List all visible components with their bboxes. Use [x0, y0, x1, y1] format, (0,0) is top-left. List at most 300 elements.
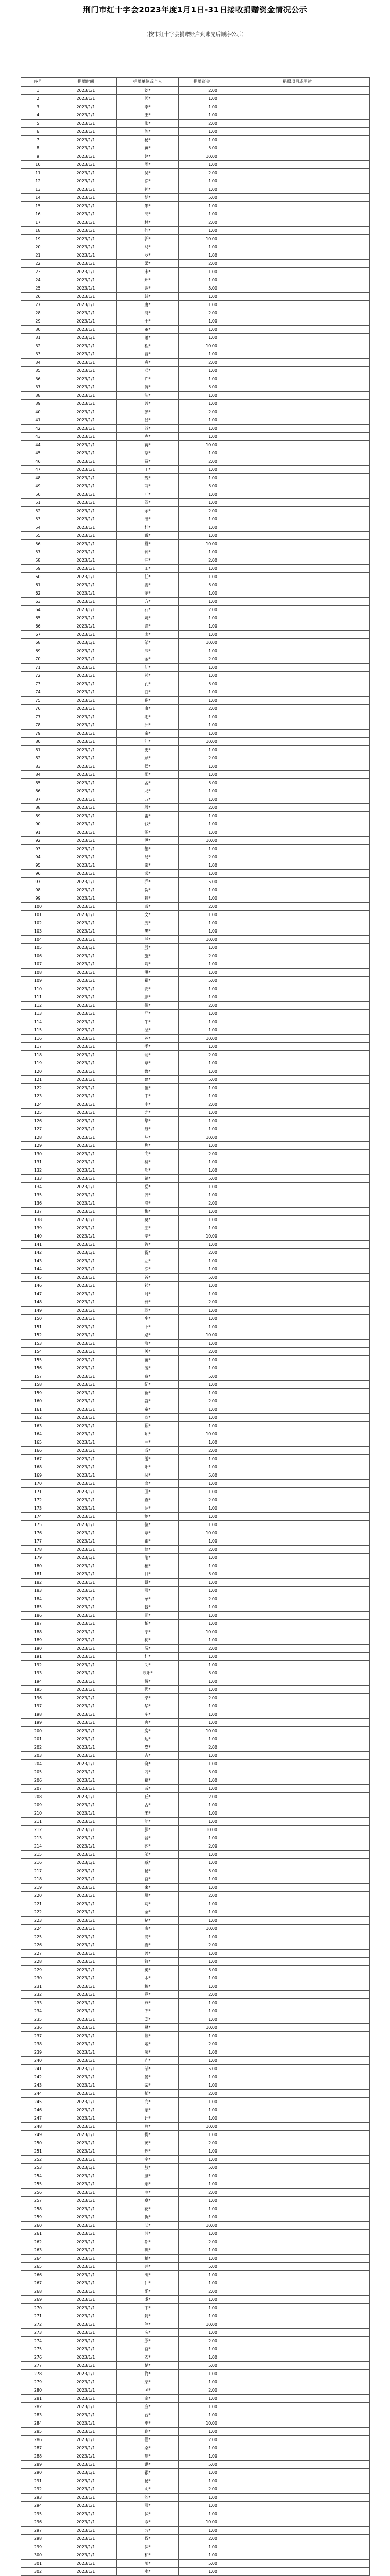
- table-row: [21, 1892, 370, 1900]
- cell-donor: 路*: [117, 1175, 179, 1183]
- cell-donor: 冀*: [117, 2024, 179, 2032]
- cell-index: 301: [21, 2560, 55, 2568]
- cell-index: 302: [21, 2568, 55, 2576]
- table-row: [21, 301, 370, 309]
- cell-date: 2023/1/1: [55, 1809, 117, 1818]
- cell-purpose: [225, 2428, 370, 2436]
- cell-donor: 苟*: [117, 1900, 179, 1908]
- cell-date: 2023/1/1: [55, 944, 117, 952]
- cell-donor: 方*: [117, 598, 179, 606]
- cell-purpose: [225, 1801, 370, 1809]
- cell-date: 2023/1/1: [55, 227, 117, 235]
- cell-index: 216: [21, 1859, 55, 1867]
- cell-index: 16: [21, 210, 55, 218]
- cell-date: 2023/1/1: [55, 2378, 117, 2386]
- cell-index: 156: [21, 1364, 55, 1372]
- table-row: [21, 812, 370, 820]
- cell-purpose: [225, 540, 370, 548]
- cell-donor: 沈*: [117, 392, 179, 400]
- cell-purpose: [225, 1076, 370, 1084]
- cell-donor: 庄*: [117, 1224, 179, 1232]
- cell-index: 63: [21, 598, 55, 606]
- cell-purpose: [225, 804, 370, 812]
- cell-date: 2023/1/1: [55, 87, 117, 95]
- cell-amount: 1.00: [179, 894, 225, 903]
- cell-donor: 宫*: [117, 1875, 179, 1884]
- table-row: [21, 350, 370, 359]
- cell-date: 2023/1/1: [55, 1677, 117, 1686]
- table-row: [21, 2090, 370, 2098]
- cell-donor: 仲*: [117, 2279, 179, 2287]
- cell-index: 117: [21, 1043, 55, 1051]
- cell-date: 2023/1/1: [55, 977, 117, 985]
- table-row: [21, 1298, 370, 1307]
- cell-date: 2023/1/1: [55, 1175, 117, 1183]
- cell-purpose: [225, 1422, 370, 1430]
- cell-amount: 1.00: [179, 1950, 225, 1958]
- cell-amount: 2.00: [179, 1546, 225, 1554]
- table-row: [21, 1340, 370, 1348]
- table-row: [21, 1208, 370, 1216]
- cell-purpose: [225, 111, 370, 120]
- table-row: [21, 861, 370, 870]
- cell-purpose: [225, 919, 370, 927]
- cell-date: 2023/1/1: [55, 1875, 117, 1884]
- table-row: [21, 1826, 370, 1834]
- cell-date: 2023/1/1: [55, 1925, 117, 1933]
- cell-donor: 郭*: [117, 95, 179, 103]
- cell-purpose: [225, 284, 370, 293]
- cell-date: 2023/1/1: [55, 1562, 117, 1570]
- cell-purpose: [225, 474, 370, 482]
- cell-donor: 曲*: [117, 1438, 179, 1447]
- cell-purpose: [225, 2560, 370, 2568]
- table-row: [21, 903, 370, 911]
- cell-donor: 颜*: [117, 993, 179, 1002]
- cell-donor: 曹*: [117, 350, 179, 359]
- table-row: [21, 152, 370, 161]
- cell-date: 2023/1/1: [55, 2411, 117, 2419]
- cell-donor: 饶*: [117, 1760, 179, 1768]
- cell-date: 2023/1/1: [55, 2477, 117, 2485]
- cell-date: 2023/1/1: [55, 1274, 117, 1282]
- cell-date: 2023/1/1: [55, 1521, 117, 1529]
- cell-purpose: [225, 2057, 370, 2065]
- cell-donor: 齐*: [117, 1191, 179, 1199]
- cell-amount: 1.00: [179, 1801, 225, 1809]
- cell-donor: 祁*: [117, 1282, 179, 1290]
- cell-date: 2023/1/1: [55, 738, 117, 746]
- cell-index: 178: [21, 1546, 55, 1554]
- cell-date: 2023/1/1: [55, 144, 117, 152]
- cell-purpose: [225, 721, 370, 730]
- cell-purpose: [225, 1249, 370, 1257]
- cell-date: 2023/1/1: [55, 631, 117, 639]
- cell-purpose: [225, 2213, 370, 2222]
- cell-donor: 滕*: [117, 1826, 179, 1834]
- cell-index: 92: [21, 837, 55, 845]
- cell-donor: 单*: [117, 1595, 179, 1603]
- table-row: [21, 2436, 370, 2444]
- cell-amount: 1.00: [179, 1422, 225, 1430]
- cell-purpose: [225, 144, 370, 152]
- cell-date: 2023/1/1: [55, 828, 117, 837]
- cell-date: 2023/1/1: [55, 1694, 117, 1702]
- cell-amount: 10.00: [179, 837, 225, 845]
- cell-index: 240: [21, 2057, 55, 2065]
- cell-purpose: [225, 1232, 370, 1241]
- cell-amount: 1.00: [179, 1307, 225, 1315]
- table-row: [21, 1669, 370, 1677]
- cell-donor: 辛*: [117, 1232, 179, 1241]
- cell-date: 2023/1/1: [55, 425, 117, 433]
- table-row: [21, 2494, 370, 2502]
- table-row: [21, 128, 370, 136]
- cell-date: 2023/1/1: [55, 2452, 117, 2461]
- cell-index: 218: [21, 1875, 55, 1884]
- cell-date: 2023/1/1: [55, 111, 117, 120]
- cell-donor: 巩*: [117, 2246, 179, 2255]
- cell-purpose: [225, 1793, 370, 1801]
- table-row: [21, 680, 370, 688]
- table-row: [21, 1562, 370, 1570]
- cell-date: 2023/1/1: [55, 1067, 117, 1076]
- table-row: [21, 95, 370, 103]
- cell-donor: 井*: [117, 2263, 179, 2271]
- cell-donor: 褚*: [117, 1917, 179, 1925]
- cell-amount: 1.00: [179, 1603, 225, 1612]
- cell-purpose: [225, 1241, 370, 1249]
- cell-index: 230: [21, 1974, 55, 1982]
- cell-purpose: [225, 210, 370, 218]
- cell-index: 217: [21, 1867, 55, 1875]
- cell-donor: 明*: [117, 2485, 179, 2494]
- cell-index: 96: [21, 870, 55, 878]
- cell-purpose: [225, 2329, 370, 2337]
- cell-purpose: [225, 1340, 370, 1348]
- cell-date: 2023/1/1: [55, 565, 117, 573]
- cell-purpose: [225, 2337, 370, 2345]
- cell-date: 2023/1/1: [55, 1636, 117, 1645]
- cell-index: 276: [21, 2353, 55, 2362]
- cell-date: 2023/1/1: [55, 1834, 117, 1842]
- cell-index: 238: [21, 2040, 55, 2048]
- cell-index: 174: [21, 1513, 55, 1521]
- cell-amount: 1.00: [179, 2329, 225, 2337]
- table-row: [21, 1438, 370, 1447]
- table-row: [21, 2024, 370, 2032]
- cell-purpose: [225, 1290, 370, 1298]
- cell-purpose: [225, 680, 370, 688]
- cell-amount: 10.00: [179, 1727, 225, 1735]
- cell-donor: 栗*: [117, 2378, 179, 2386]
- cell-donor: 甄*: [117, 1422, 179, 1430]
- cell-amount: 1.00: [179, 812, 225, 820]
- cell-index: 50: [21, 490, 55, 499]
- cell-index: 5: [21, 120, 55, 128]
- cell-date: 2023/1/1: [55, 2222, 117, 2230]
- cell-date: 2023/1/1: [55, 1109, 117, 1117]
- cell-date: 2023/1/1: [55, 1933, 117, 1941]
- cell-donor: 童*: [117, 1405, 179, 1414]
- cell-donor: 鞠*: [117, 2428, 179, 2436]
- cell-donor: 官*: [117, 2345, 179, 2353]
- cell-amount: 1.00: [179, 762, 225, 771]
- cell-donor: 韩*: [117, 293, 179, 301]
- cell-purpose: [225, 1199, 370, 1208]
- table-row: [21, 2452, 370, 2461]
- cell-purpose: [225, 1933, 370, 1941]
- cell-purpose: [225, 2090, 370, 2098]
- cell-purpose: [225, 1546, 370, 1554]
- cell-purpose: [225, 1084, 370, 1092]
- cell-amount: 5.00: [179, 2164, 225, 2172]
- table-row: [21, 1842, 370, 1851]
- cell-index: 228: [21, 1958, 55, 1966]
- cell-donor: 安*: [117, 985, 179, 993]
- cell-donor: 和*: [117, 2551, 179, 2560]
- cell-date: 2023/1/1: [55, 1422, 117, 1430]
- cell-date: 2023/1/1: [55, 688, 117, 697]
- table-row: [21, 1768, 370, 1776]
- cell-date: 2023/1/1: [55, 1504, 117, 1513]
- cell-amount: 1.00: [179, 1859, 225, 1867]
- cell-date: 2023/1/1: [55, 1537, 117, 1546]
- cell-index: 64: [21, 606, 55, 614]
- cell-index: 120: [21, 1067, 55, 1076]
- cell-donor: 衣*: [117, 2353, 179, 2362]
- cell-index: 39: [21, 400, 55, 408]
- cell-donor: 莫*: [117, 1216, 179, 1224]
- cell-purpose: [225, 936, 370, 944]
- cell-amount: 10.00: [179, 1529, 225, 1537]
- table-row: [21, 342, 370, 350]
- cell-amount: 1.00: [179, 2469, 225, 2477]
- cell-donor: 吉*: [117, 1752, 179, 1760]
- cell-amount: 1.00: [179, 490, 225, 499]
- cell-purpose: [225, 1694, 370, 1702]
- cell-amount: 1.00: [179, 251, 225, 260]
- cell-purpose: [225, 1645, 370, 1653]
- cell-index: 71: [21, 664, 55, 672]
- table-row: [21, 383, 370, 392]
- cell-amount: 1.00: [179, 1999, 225, 2007]
- cell-amount: 1.00: [179, 350, 225, 359]
- cell-donor: 白*: [117, 688, 179, 697]
- cell-amount: 1.00: [179, 589, 225, 598]
- cell-index: 212: [21, 1826, 55, 1834]
- cell-donor: 梅*: [117, 1208, 179, 1216]
- table-row: [21, 1834, 370, 1842]
- cell-amount: 1.00: [179, 1059, 225, 1067]
- cell-purpose: [225, 1265, 370, 1274]
- cell-index: 265: [21, 2263, 55, 2271]
- cell-index: 147: [21, 1290, 55, 1298]
- cell-date: 2023/1/1: [55, 540, 117, 548]
- cell-amount: 1.00: [179, 2213, 225, 2222]
- cell-index: 270: [21, 2304, 55, 2312]
- cell-date: 2023/1/1: [55, 482, 117, 490]
- cell-date: 2023/1/1: [55, 433, 117, 441]
- cell-amount: 1.00: [179, 1735, 225, 1743]
- table-row: [21, 1628, 370, 1636]
- cell-purpose: [225, 218, 370, 227]
- cell-index: 57: [21, 548, 55, 556]
- cell-purpose: [225, 1315, 370, 1323]
- cell-amount: 2.00: [179, 1397, 225, 1405]
- cell-amount: 1.00: [179, 1026, 225, 1035]
- cell-date: 2023/1/1: [55, 2263, 117, 2271]
- cell-date: 2023/1/1: [55, 523, 117, 532]
- cell-index: 300: [21, 2551, 55, 2560]
- cell-index: 22: [21, 260, 55, 268]
- cell-date: 2023/1/1: [55, 2428, 117, 2436]
- cell-purpose: [225, 2015, 370, 2024]
- cell-amount: 1.00: [179, 177, 225, 185]
- cell-index: 14: [21, 194, 55, 202]
- cell-index: 215: [21, 1851, 55, 1859]
- cell-purpose: [225, 2271, 370, 2279]
- cell-donor: 邵*: [117, 771, 179, 779]
- table-row: [21, 853, 370, 861]
- cell-index: 48: [21, 474, 55, 482]
- cell-index: 239: [21, 2048, 55, 2057]
- cell-purpose: [225, 779, 370, 787]
- cell-purpose: [225, 1109, 370, 1117]
- cell-purpose: [225, 400, 370, 408]
- cell-amount: 1.00: [179, 1043, 225, 1051]
- cell-donor: 喻*: [117, 2123, 179, 2131]
- table-row: [21, 960, 370, 969]
- cell-index: 203: [21, 1752, 55, 1760]
- cell-index: 297: [21, 2527, 55, 2535]
- cell-index: 141: [21, 1241, 55, 1249]
- table-row: [21, 1710, 370, 1719]
- cell-date: 2023/1/1: [55, 2197, 117, 2205]
- cell-purpose: [225, 1867, 370, 1875]
- cell-purpose: [225, 1570, 370, 1579]
- cell-amount: 1.00: [179, 499, 225, 507]
- cell-donor: 焦*: [117, 1142, 179, 1150]
- table-row: [21, 1537, 370, 1546]
- cell-index: 252: [21, 2156, 55, 2164]
- cell-date: 2023/1/1: [55, 1430, 117, 1438]
- cell-amount: 1.00: [179, 1752, 225, 1760]
- cell-donor: 畅*: [117, 1867, 179, 1875]
- cell-index: 166: [21, 1447, 55, 1455]
- table-row: [21, 523, 370, 532]
- cell-amount: 1.00: [179, 795, 225, 804]
- donation-table: [21, 77, 370, 2576]
- table-row: [21, 1958, 370, 1966]
- cell-date: 2023/1/1: [55, 1752, 117, 1760]
- table-row: [21, 1851, 370, 1859]
- cell-date: 2023/1/1: [55, 177, 117, 185]
- cell-date: 2023/1/1: [55, 870, 117, 878]
- cell-donor: 章*: [117, 1059, 179, 1067]
- cell-date: 2023/1/1: [55, 2518, 117, 2527]
- cell-amount: 1.00: [179, 2510, 225, 2518]
- cell-index: 264: [21, 2255, 55, 2263]
- cell-index: 211: [21, 1818, 55, 1826]
- cell-donor: 冼*: [117, 2329, 179, 2337]
- cell-date: 2023/1/1: [55, 1669, 117, 1677]
- cell-donor: 纪*: [117, 1381, 179, 1389]
- cell-purpose: [225, 1842, 370, 1851]
- cell-donor: 屈*: [117, 1504, 179, 1513]
- cell-amount: 1.00: [179, 1356, 225, 1364]
- cell-amount: 1.00: [179, 1438, 225, 1447]
- cell-date: 2023/1/1: [55, 721, 117, 730]
- cell-purpose: [225, 227, 370, 235]
- cell-date: 2023/1/1: [55, 1224, 117, 1232]
- table-row: [21, 1504, 370, 1513]
- cell-purpose: [225, 1372, 370, 1381]
- cell-date: 2023/1/1: [55, 1447, 117, 1455]
- cell-index: 186: [21, 1612, 55, 1620]
- table-row: [21, 705, 370, 713]
- table-row: [21, 1908, 370, 1917]
- cell-amount: 1.00: [179, 532, 225, 540]
- table-row: [21, 1801, 370, 1809]
- cell-date: 2023/1/1: [55, 960, 117, 969]
- cell-index: 53: [21, 515, 55, 523]
- cell-purpose: [225, 1661, 370, 1669]
- cell-donor: 穆*: [117, 1982, 179, 1991]
- cell-index: 46: [21, 457, 55, 466]
- cell-amount: 1.00: [179, 466, 225, 474]
- cell-amount: 1.00: [179, 185, 225, 194]
- table-row: [21, 573, 370, 581]
- cell-purpose: [225, 886, 370, 894]
- cell-purpose: [225, 359, 370, 367]
- cell-index: 47: [21, 466, 55, 474]
- header-amount: 捐赠资金: [179, 78, 225, 87]
- table-row: [21, 738, 370, 746]
- cell-date: 2023/1/1: [55, 136, 117, 144]
- cell-index: 226: [21, 1941, 55, 1950]
- table-row: [21, 1925, 370, 1933]
- cell-amount: 1.00: [179, 960, 225, 969]
- cell-date: 2023/1/1: [55, 1397, 117, 1405]
- cell-purpose: [225, 2279, 370, 2287]
- header-date: 捐赠时间: [55, 78, 117, 87]
- cell-purpose: [225, 2197, 370, 2205]
- cell-purpose: [225, 1628, 370, 1636]
- cell-date: 2023/1/1: [55, 1455, 117, 1463]
- table-row: [21, 631, 370, 639]
- cell-donor: 盛*: [117, 1397, 179, 1405]
- table-row: [21, 1612, 370, 1620]
- cell-purpose: [225, 1818, 370, 1826]
- table-row: [21, 1727, 370, 1735]
- cell-donor: 稽*: [117, 2255, 179, 2263]
- table-row: [21, 1430, 370, 1438]
- cell-index: 82: [21, 754, 55, 762]
- cell-amount: 1.00: [179, 1710, 225, 1719]
- cell-amount: 1.00: [179, 1340, 225, 1348]
- cell-purpose: [225, 2395, 370, 2403]
- cell-donor: 米*: [117, 1809, 179, 1818]
- cell-purpose: [225, 598, 370, 606]
- cell-index: 281: [21, 2395, 55, 2403]
- cell-amount: 1.00: [179, 1776, 225, 1785]
- cell-donor: 巫*: [117, 2419, 179, 2428]
- cell-index: 62: [21, 589, 55, 598]
- cell-donor: 丘*: [117, 1793, 179, 1801]
- cell-amount: 1.00: [179, 1488, 225, 1496]
- cell-date: 2023/1/1: [55, 1950, 117, 1958]
